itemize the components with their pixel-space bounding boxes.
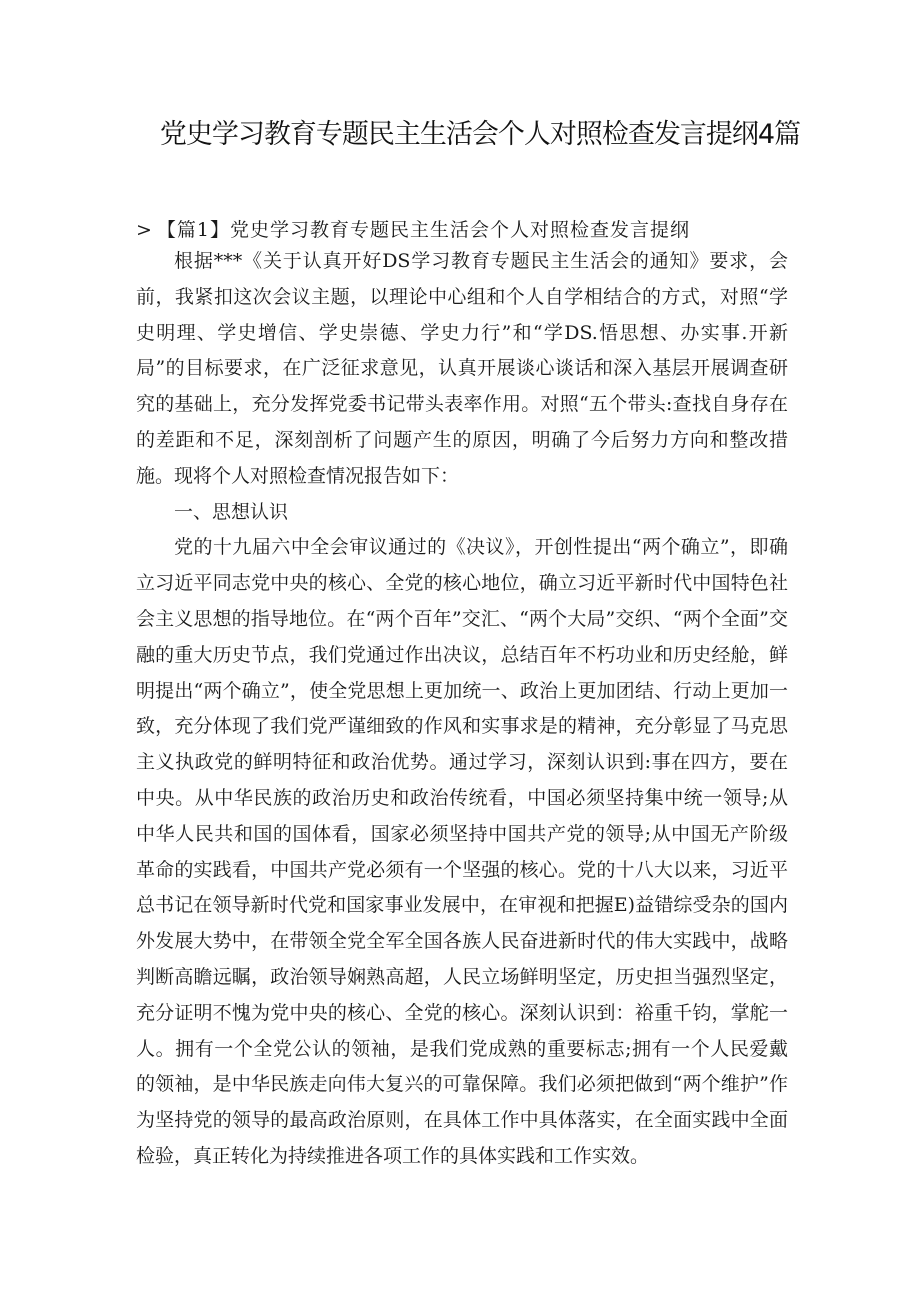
intro-paragraph: 根据***《关于认真开好DS学习教育专题民主生活会的通知》要求，会前，我紧扣这次会议主题，以理论中心组和个人自学相结合的方式，对照“学史明理、学史增信、学史崇德、学史力行”和“学DS.悟思想、办实事.开新局”的目标要求，在广泛征求意见，认真开展谈心谈话和深入基层开展调查研究的基础上，充分发挥党委书记带头表率作用。对照“五个带头:查找自身存在的差距和不足，深刻剖析了问题产生的原因，明确了今后努力方向和整改措施。现将个人对照检查情况报告如下： [136, 250, 788, 487]
document-body [136, 244, 788, 1175]
section-heading-text: 【篇1】党史学习教育专题民主生活会个人对照检查发言提纲 [156, 219, 691, 241]
document-title: 党史学习教育专题民主生活会个人对照检查发言提纲4篇 [159, 119, 801, 150]
section-heading [136, 215, 796, 242]
body-paragraph: 党的十九届六中全会审议通过的《决议》，开创性提出“两个确立”，即确立习近平同志党中央的核心、全党的核心地位，确立习近平新时代中国特色社会主义思想的指导地位。在“两个百年”交汇、“两个大局”交织、“两个全面”交融的重大历史节点，我们党通过作出决议，总结百年不朽功业和历史经舱，鲜明提出“两个确立”，使全党思想上更加统一、政治上更加团结、行动上更加一致，充分体现了我们党严谨细致的作风和实事求是的精神，充分彰显了马克思主义执政党的鲜明特征和政治优势。通过学习，深刻认识到:事在四方，要在中央。从中华民族的政治历史和政治传统看，中国必须坚持集中统一领导;从中华人民共和国的国体看，国家必须坚持中国共产党的领导;从中国无产阶级革命的实践看，中国共产党必须有一个坚强的核心。党的十八大以来，习近平总书记在领导新时代党和国家事业发展中，在审视和把握E)益错综受杂的国内外发展大势中，在带领全党全军全国各族人民奋进新时代的伟大实践中，战略判断高瞻远瞩，政治领导娴熟高超，人民立场鲜明坚定，历史担当强烈坚定，充分证明不愧为党中央的核心、全党的核心。深刻认识到：裕重千钧，掌舵一人。拥有一个全党公认的领袖，是我们党成熟的重要标志;拥有一个人民爱戴的领袖，是中华民族走向伟大复兴的可靠保障。我们必须把做到“两个维护”作为坚持党的领导的最高政治原则，在具体工作中具体落实，在全面实践中全面检验，真正转化为持续推进各项工作的具体实践和工作实效。 [136, 536, 788, 1167]
section-marker: > [136, 219, 153, 241]
subsection-heading: 一、思想认识 [174, 500, 289, 523]
